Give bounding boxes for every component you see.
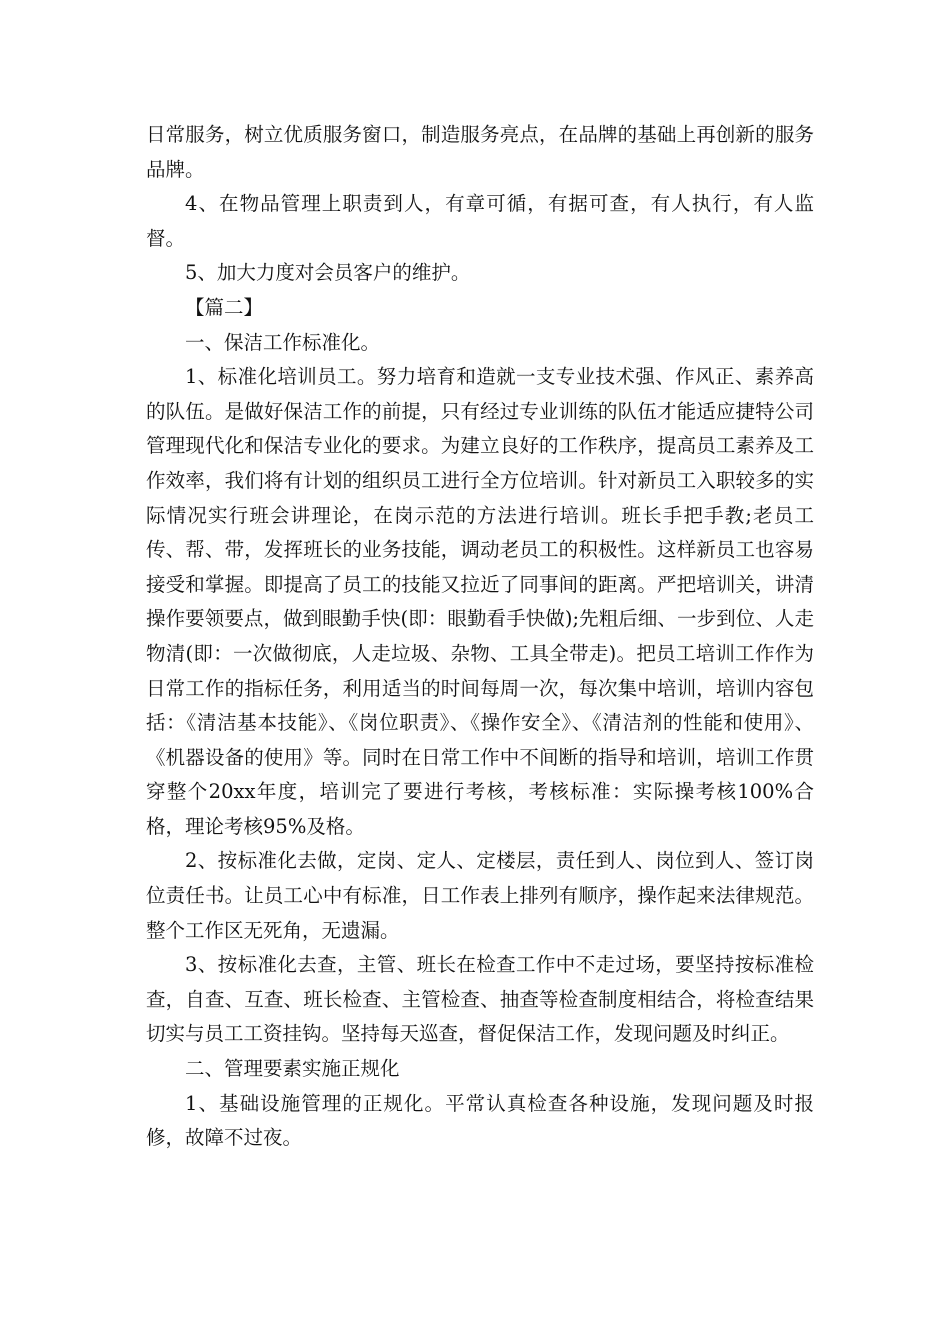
paragraph-standard-check: 3、按标准化去查，主管、班长在检查工作中不走过场，要坚持按标准检查，自查、互查、班长检查、主管检查、抽查等检查制度相结合，将检查结果切实与员工工资挂钩。坚持每天巡查，督促保洁工作，发现问题及时纠正。 (146, 953, 814, 1046)
paragraph-training: 1、标准化培训员工。努力培育和造就一支专业技术强、作风正、素养高的队伍。是做好保洁工作的前提，只有经过专业训练的队伍才能适应捷特公司管理现代化和保洁专业化的要求。为建立良好的工作秩序，提高员工素养及工作效率，我们将有计划的组织员工进行全方位培训。针对新员工入职较多的实际情况实行班会讲理论，在岗示范的方法进行培训。班长手把手教;老员工传、帮、带，发挥班长的业务技能，调动老员工的积极性。这样新员工也容易接受和掌握。即提高了员工的技能又拉近了同事间的距离。严把培训关，讲清操作要领要点，做到眼勤手快(即：眼勤看手快做);先粗后细、一步到位、人走物清(即：一次做彻底，人走垃圾、杂物、工具全带走)。把员工培训工作作为日常工作的指标任务，利用适当的时间每周一次，每次集中培训，培训内容包括：《清洁基本技能》、《岗位职责》、《操作安全》、《清洁剂的性能和使用》、《机器设备的使用》等。同时在日常工作中不间断的指导和培训，培训工作贯穿整个20xx年度，培训完了要进行考核，考核标准：实际操考核100%合格，理论考核95%及格。 (146, 365, 814, 838)
paragraph-facility-management: 1、基础设施管理的正规化。平常认真检查各种设施，发现问题及时报修，故障不过夜。 (146, 1091, 814, 1150)
paragraph-item-5: 5、加大力度对会员客户的维护。 (185, 261, 471, 285)
document-page (146, 118, 814, 1156)
section-heading-part-two: 【篇二】 (185, 295, 264, 319)
paragraph-standard-work: 2、按标准化去做，定岗、定人、定楼层，责任到人、岗位到人、签订岗位责任书。让员工心中有标准，日工作表上排列有顺序，操作起来法律规范。整个工作区无死角，无遗漏。 (146, 849, 814, 942)
heading-cleaning-standardization: 一、保洁工作标准化。 (185, 330, 381, 354)
paragraph-item-4: 4、在物品管理上职责到人，有章可循，有据可查，有人执行，有人监督。 (146, 192, 814, 250)
heading-management-regularization: 二、管理要素实施正规化 (185, 1057, 400, 1081)
paragraph-continuation: 日常服务，树立优质服务窗口，制造服务亮点，在品牌的基础上再创新的服务品牌。 (146, 123, 814, 181)
